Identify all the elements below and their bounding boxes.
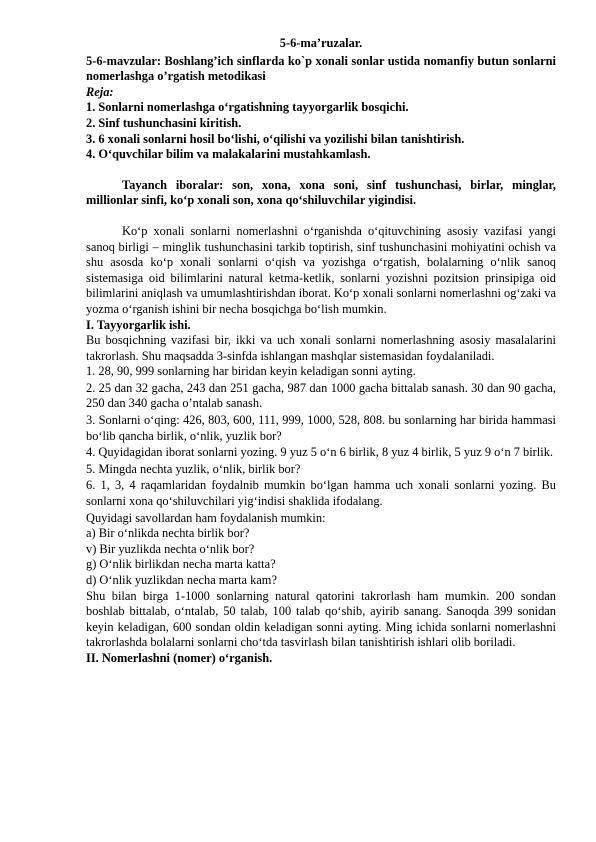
plan-label: Reja: (86, 84, 114, 99)
question-list (86, 526, 556, 588)
question-item: a) Bir o‘nlikda nechta birlik bor? (86, 526, 250, 541)
plan-list (86, 100, 556, 162)
question-item: v) Bir yuzlikda nechta o‘nlik bor? (86, 541, 255, 556)
section1-heading: I. Tayyorgarlik ishi. (86, 317, 191, 332)
spacer (86, 163, 556, 178)
exercise-list (86, 364, 556, 509)
exercise-item: 4. Quyidagidan iborat sonlarni yozing. 9 yuz 5 o‘n 6 birlik, 8 yuz 4 birlik, 5 yuz 9 o‘n 7 birlik. (86, 445, 553, 460)
exercise-item: 6. 1, 3, 4 raqamlaridan foydalnib mumkin bo‘lgan hamma uch xonali sonlarni yozing. Bu sonlarni xona qo‘shiluvchilari yig‘indisi shaklida ifodalang. (86, 478, 556, 509)
closing-paragraph: Shu bilan birga 1-1000 sonlarning natural qatorini takrorlash ham mumkin. 200 sondan boshlab bittalab, o‘ntalab, 50 talab, 100 talab qo‘shib, ayirib sanang. Sanoqda 399 sonidan keyin keladigan, 600 sondan oldin keladigan sonni ayting. Ming ichida sonlarni nomerlashni takrorlashda bolalarni sonlarni cho‘tda tasvirlash bilan tanishtirish ishlari olib boriladi. (86, 588, 556, 650)
document-page (86, 36, 556, 667)
exercise-item: 5. Mingda nechta yuzlik, o‘nlik, birlik bor? (86, 461, 301, 476)
plan-item: 2. Sinf tushunchasini kiritish. (86, 115, 242, 130)
exercise-item: 2. 25 dan 32 gacha, 243 dan 251 gacha, 987 dan 1000 gacha bittalab sanash. 30 dan 90 gacha, 250 dan 340 gacha o’ntalab sanash. (86, 380, 556, 411)
keywords-paragraph: Tayanch iboralar: son, xona, xona soni, sinf tushunchasi, birlar, minglar, millionlar sinfi, ko‘p xonali son, xona qo‘shiluvchilar yigindisi. (86, 177, 556, 208)
question-item: g) O‘nlik birlikdan necha marta katta? (86, 557, 276, 572)
exercise-item: 1. 28, 90, 999 sonlarning har biridan keyin keladigan sonni ayting. (86, 364, 416, 379)
intro-paragraph: Ko‘p xonali sonlarni nomerlashni o‘rganishda o‘qituvchining asosiy vazifasi yangi sanoq birligi – minglik tushunchasini tarkib toptirish, sinf tushunchasini mohiyatini ochish va shu asosda ko‘p xonali sonlarni o‘qish va yozishga o‘rgatish, bolalarning o‘nlik sanoq sistemasiga oid bilimlarini natural ketma-ketlik, sonlarni yozishni pozitsion prinsipiga oid bilimlarini aniqlash va umumlashtirishdan iborat. Ko‘p xonali sonlarni nomerlashni og‘zaki va yozma o‘rganish ishini bir necha bosqichga bo‘lish mumkin. (86, 223, 556, 316)
plan-item: 4. O‘quvchilar bilim va malakalarini mustahkamlash. (86, 147, 371, 162)
section1-paragraph: Bu bosqichning vazifasi bir, ikki va uch xonali sonlarni nomerlashning asosiy masalalarini takrorlash. Shu maqsadda 3-sinfda ishlangan mashqlar sistemasidan foydalaniladi. (86, 333, 556, 363)
question-item: d) O‘nlik yuzlikdan necha marta kam? (86, 573, 277, 587)
page-title: 5-6-ma’ruzalar. (279, 36, 363, 50)
plan-item: 3. 6 xonali sonlarni hosil bo‘lishi, o‘qilishi va yozilishi bilan tanishtirish. (86, 131, 465, 146)
exercise-item: 3. Sonlarni o‘qing: 426, 803, 600, 111, 999, 1000, 528, 808. bu sonlarning har birida hammasi bo‘lib qancha birlik, o‘nlik, yuzlik bor? (86, 413, 556, 443)
section2-heading: II. Nomerlashni (nomer) o‘rganish. (86, 650, 273, 665)
questions-intro: Quyidagi savollardan ham foydalanish mumkin: (86, 510, 326, 525)
topic-heading: 5-6-mavzular: Boshlang’ich sinflarda ko`p xonali sonlar ustida nomanfiy butun sonlarni nomerlashga o’rgatish metodikasi (86, 53, 556, 84)
spacer (86, 209, 556, 224)
plan-item: 1. Sonlarni nomerlashga o‘rgatishning tayyorgarlik bosqichi. (86, 100, 409, 115)
